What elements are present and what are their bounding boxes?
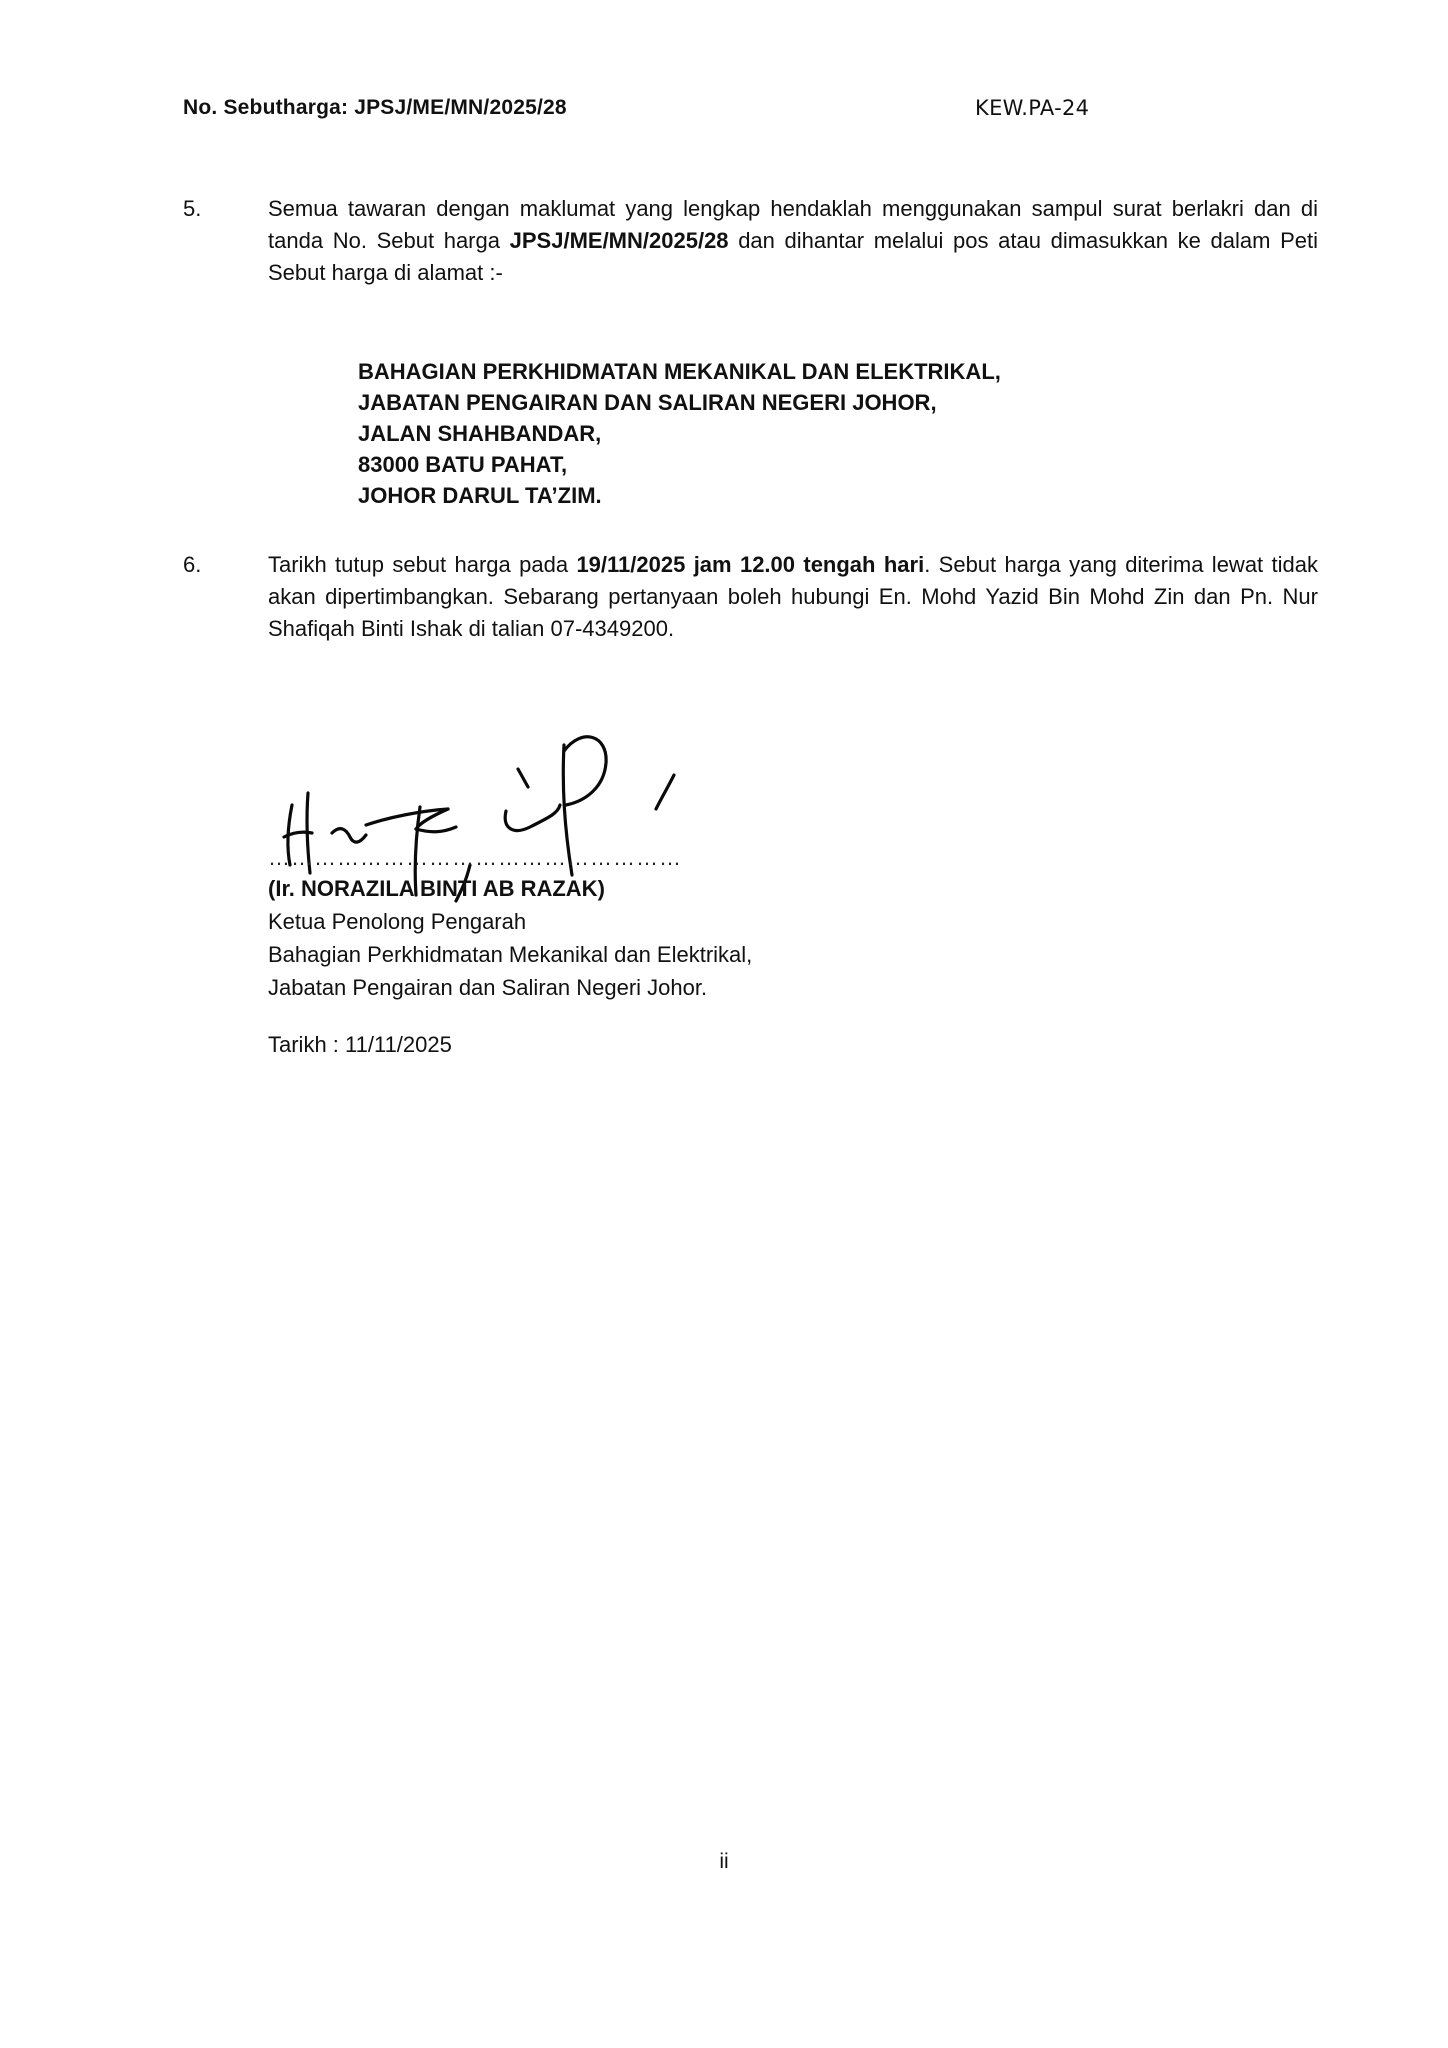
paragraph-5	[183, 193, 1318, 289]
paragraph-5-text-b: dan dihantar melalui pos atau dimasukkan ke dalam Peti Sebut harga di alamat :-	[268, 228, 1318, 285]
address-line: BAHAGIAN PERKHIDMATAN MEKANIKAL DAN ELEKTRIKAL,	[358, 359, 1001, 384]
paragraph-6	[183, 549, 1318, 645]
signatory-division: Bahagian Perkhidmatan Mekanikal dan Elektrikal,	[268, 942, 753, 967]
signature-line: ………………………………………………	[268, 845, 682, 870]
document-date: Tarikh : 11/11/2025	[268, 1032, 452, 1057]
address-line: JOHOR DARUL TA’ZIM.	[358, 483, 602, 508]
closing-date: 19/11/2025 jam 12.00 tengah hari	[576, 552, 925, 577]
form-code: KEW.PA-24	[975, 96, 1090, 120]
signatory-name: (Ir. NORAZILA BINTI AB RAZAK)	[268, 876, 605, 901]
quotation-reference: No. Sebutharga: JPSJ/ME/MN/2025/28	[183, 96, 567, 119]
address-line: JABATAN PENGAIRAN DAN SALIRAN NEGERI JOHOR,	[358, 390, 937, 415]
paragraph-5-reference: JPSJ/ME/MN/2025/28	[509, 228, 729, 253]
signatory-department: Jabatan Pengairan dan Saliran Negeri Johor.	[268, 975, 708, 1000]
page-number: ii	[719, 1850, 729, 1873]
signatory-title: Ketua Penolong Pengarah	[268, 909, 527, 934]
paragraph-6-number: 6.	[183, 552, 202, 577]
paragraph-6-body	[268, 549, 1318, 645]
paragraph-6-text-a: Tarikh tutup sebut harga pada	[268, 552, 577, 577]
address-line: 83000 BATU PAHAT,	[358, 452, 568, 477]
signatory-block	[268, 872, 752, 1004]
address-line: JALAN SHAHBANDAR,	[358, 421, 602, 446]
paragraph-6-text-b: . Sebut harga yang diterima lewat tidak akan dipertimbangkan. Sebarang pertanyaan boleh hubungi En. Mohd Yazid Bin Mohd Zin dan Pn. Nur Shafiqah Binti Ishak di talian 07-4349200.	[268, 552, 1318, 641]
paragraph-5-text-a: Semua tawaran dengan maklumat yang lengkap hendaklah menggunakan sampul surat berlakri dan di tanda No. Sebut harga	[268, 196, 1318, 253]
submission-address	[358, 356, 1001, 511]
paragraph-5-body	[268, 193, 1318, 289]
paragraph-5-number: 5.	[183, 196, 202, 221]
